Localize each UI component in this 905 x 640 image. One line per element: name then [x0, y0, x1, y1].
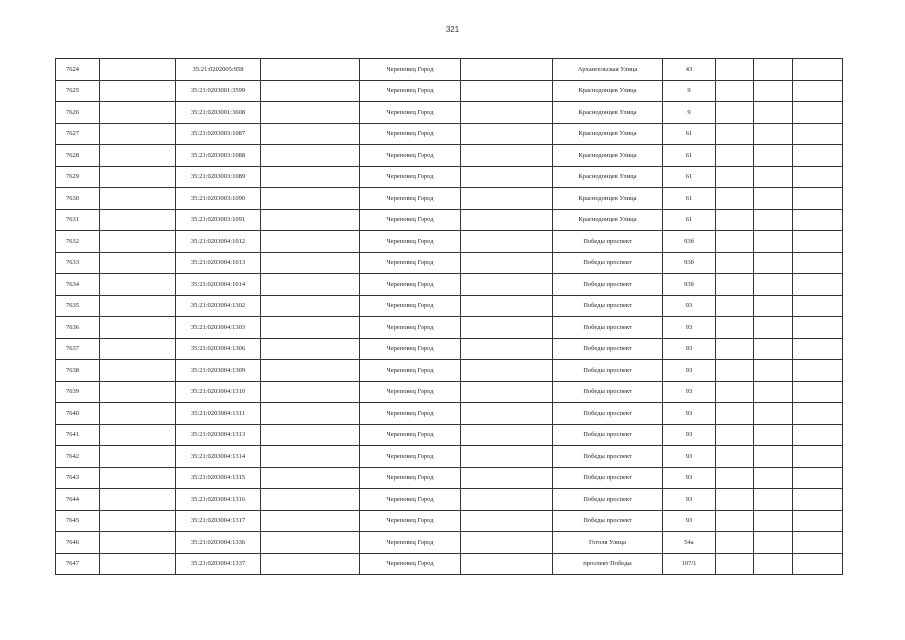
city-cell: Череповец Город [360, 532, 461, 554]
empty-cell [716, 252, 754, 274]
row-number-cell: 7625 [56, 80, 100, 102]
table-row [56, 532, 843, 554]
table-row [56, 188, 843, 210]
street-cell: Победы проспект [553, 317, 663, 339]
empty-cell [100, 145, 176, 167]
empty-cell [716, 209, 754, 231]
house-number-cell: 93 [663, 510, 716, 532]
city-cell: Череповец Город [360, 360, 461, 382]
empty-cell [261, 145, 360, 167]
empty-cell [100, 59, 176, 81]
empty-cell [461, 360, 553, 382]
row-number-cell: 7636 [56, 317, 100, 339]
empty-cell [793, 231, 843, 253]
empty-cell [754, 489, 793, 511]
table-row [56, 166, 843, 188]
house-number-cell: 61 [663, 166, 716, 188]
cadastral-number-cell: 35:21:0203004:1314 [176, 446, 261, 468]
city-cell: Череповец Город [360, 510, 461, 532]
empty-cell [793, 59, 843, 81]
cadastral-number-cell: 35:21:0203004:1315 [176, 467, 261, 489]
empty-cell [461, 59, 553, 81]
empty-cell [716, 188, 754, 210]
street-cell: Победы проспект [553, 510, 663, 532]
empty-cell [793, 209, 843, 231]
house-number-cell: 93 [663, 446, 716, 468]
empty-cell [100, 381, 176, 403]
empty-cell [754, 80, 793, 102]
empty-cell [261, 338, 360, 360]
city-cell: Череповец Город [360, 424, 461, 446]
empty-cell [793, 145, 843, 167]
empty-cell [716, 510, 754, 532]
street-cell: Победы проспект [553, 252, 663, 274]
table-row [56, 80, 843, 102]
empty-cell [754, 553, 793, 575]
empty-cell [461, 166, 553, 188]
empty-cell [793, 467, 843, 489]
empty-cell [100, 446, 176, 468]
city-cell: Череповец Город [360, 317, 461, 339]
row-number-cell: 7646 [56, 532, 100, 554]
table-row [56, 553, 843, 575]
house-number-cell: 93 [663, 295, 716, 317]
empty-cell [754, 424, 793, 446]
page-number: 321 [445, 25, 460, 34]
city-cell: Череповец Город [360, 295, 461, 317]
empty-cell [754, 252, 793, 274]
house-number-cell: 93 [663, 467, 716, 489]
row-number-cell: 7641 [56, 424, 100, 446]
city-cell: Череповец Город [360, 274, 461, 296]
empty-cell [754, 102, 793, 124]
table-row [56, 403, 843, 425]
street-cell: Победы проспект [553, 360, 663, 382]
empty-cell [716, 424, 754, 446]
empty-cell [461, 231, 553, 253]
row-number-cell: 7632 [56, 231, 100, 253]
row-number-cell: 7626 [56, 102, 100, 124]
empty-cell [100, 166, 176, 188]
empty-cell [261, 424, 360, 446]
empty-cell [716, 338, 754, 360]
empty-cell [461, 252, 553, 274]
empty-cell [461, 403, 553, 425]
empty-cell [100, 274, 176, 296]
row-number-cell: 7637 [56, 338, 100, 360]
empty-cell [716, 381, 754, 403]
house-number-cell: 93 [663, 424, 716, 446]
row-number-cell: 7624 [56, 59, 100, 81]
empty-cell [716, 446, 754, 468]
house-number-cell: 93 [663, 489, 716, 511]
empty-cell [793, 553, 843, 575]
empty-cell [261, 231, 360, 253]
table-row [56, 145, 843, 167]
empty-cell [793, 360, 843, 382]
cadastral-number-cell: 35:21:0203004:1311 [176, 403, 261, 425]
empty-cell [100, 489, 176, 511]
table-row [56, 274, 843, 296]
cadastral-number-cell: 35:21:0203003:1089 [176, 166, 261, 188]
empty-cell [261, 381, 360, 403]
city-cell: Череповец Город [360, 338, 461, 360]
empty-cell [793, 424, 843, 446]
empty-cell [716, 467, 754, 489]
row-number-cell: 7633 [56, 252, 100, 274]
house-number-cell: 61 [663, 123, 716, 145]
empty-cell [461, 123, 553, 145]
row-number-cell: 7643 [56, 467, 100, 489]
empty-cell [793, 295, 843, 317]
table-row [56, 123, 843, 145]
empty-cell [754, 209, 793, 231]
empty-cell [100, 532, 176, 554]
empty-cell [716, 102, 754, 124]
empty-cell [754, 145, 793, 167]
empty-cell [793, 123, 843, 145]
row-number-cell: 7645 [56, 510, 100, 532]
table-row [56, 295, 843, 317]
empty-cell [261, 123, 360, 145]
empty-cell [461, 489, 553, 511]
house-number-cell: 93б [663, 274, 716, 296]
house-number-cell: 93 [663, 338, 716, 360]
empty-cell [754, 510, 793, 532]
empty-cell [754, 59, 793, 81]
empty-cell [754, 381, 793, 403]
street-cell: Победы проспект [553, 231, 663, 253]
empty-cell [261, 532, 360, 554]
house-number-cell: 93б [663, 252, 716, 274]
cadastral-number-cell: 35:21:0203004:1302 [176, 295, 261, 317]
street-cell: Победы проспект [553, 467, 663, 489]
cadastral-number-cell: 35:21:0203004:1014 [176, 274, 261, 296]
row-number-cell: 7631 [56, 209, 100, 231]
cadastral-number-cell: 35:21:0203004:1306 [176, 338, 261, 360]
street-cell: Краснодонцев Улица [553, 209, 663, 231]
house-number-cell: 9 [663, 80, 716, 102]
empty-cell [461, 446, 553, 468]
row-number-cell: 7639 [56, 381, 100, 403]
cadastral-number-cell: 35:21:0203004:1317 [176, 510, 261, 532]
city-cell: Череповец Город [360, 123, 461, 145]
empty-cell [100, 123, 176, 145]
cadastral-number-cell: 35:21:0203004:1309 [176, 360, 261, 382]
city-cell: Череповец Город [360, 381, 461, 403]
street-cell: Краснодонцев Улица [553, 188, 663, 210]
empty-cell [261, 467, 360, 489]
empty-cell [754, 274, 793, 296]
empty-cell [461, 510, 553, 532]
empty-cell [461, 274, 553, 296]
empty-cell [754, 360, 793, 382]
empty-cell [793, 166, 843, 188]
house-number-cell: 54а [663, 532, 716, 554]
street-cell: Краснодонцев Улица [553, 80, 663, 102]
street-cell: Гоголя Улица [553, 532, 663, 554]
row-number-cell: 7638 [56, 360, 100, 382]
cadastral-number-cell: 35:21:0203004:1336 [176, 532, 261, 554]
house-number-cell: 93б [663, 231, 716, 253]
city-cell: Череповец Город [360, 446, 461, 468]
house-number-cell: 61 [663, 209, 716, 231]
city-cell: Череповец Город [360, 59, 461, 81]
empty-cell [100, 338, 176, 360]
street-cell: Победы проспект [553, 424, 663, 446]
cadastral-number-cell: 35:21:0203004:1313 [176, 424, 261, 446]
empty-cell [100, 231, 176, 253]
city-cell: Череповец Город [360, 188, 461, 210]
cadastral-number-cell: 35:21:0203003:1087 [176, 123, 261, 145]
empty-cell [793, 274, 843, 296]
street-cell: Архангельская Улица [553, 59, 663, 81]
cadastral-number-cell: 35:21:0203003:1091 [176, 209, 261, 231]
house-number-cell: 93 [663, 381, 716, 403]
empty-cell [261, 166, 360, 188]
empty-cell [716, 553, 754, 575]
empty-cell [261, 102, 360, 124]
row-number-cell: 7629 [56, 166, 100, 188]
table-row [56, 231, 843, 253]
empty-cell [261, 252, 360, 274]
empty-cell [716, 360, 754, 382]
empty-cell [461, 317, 553, 339]
empty-cell [461, 145, 553, 167]
empty-cell [716, 274, 754, 296]
empty-cell [754, 467, 793, 489]
city-cell: Череповец Город [360, 467, 461, 489]
house-number-cell: 93 [663, 360, 716, 382]
row-number-cell: 7634 [56, 274, 100, 296]
empty-cell [754, 166, 793, 188]
house-number-cell: 43 [663, 59, 716, 81]
empty-cell [100, 553, 176, 575]
row-number-cell: 7628 [56, 145, 100, 167]
empty-cell [793, 489, 843, 511]
empty-cell [261, 403, 360, 425]
empty-cell [461, 338, 553, 360]
row-number-cell: 7644 [56, 489, 100, 511]
empty-cell [461, 553, 553, 575]
empty-cell [261, 553, 360, 575]
street-cell: Победы проспект [553, 295, 663, 317]
empty-cell [100, 102, 176, 124]
empty-cell [754, 446, 793, 468]
registry-table [55, 58, 843, 575]
empty-cell [716, 123, 754, 145]
empty-cell [461, 381, 553, 403]
empty-cell [261, 317, 360, 339]
empty-cell [461, 424, 553, 446]
street-cell: Победы проспект [553, 338, 663, 360]
empty-cell [461, 532, 553, 554]
registry-body [56, 59, 843, 575]
house-number-cell: 93 [663, 317, 716, 339]
empty-cell [716, 532, 754, 554]
table-row [56, 446, 843, 468]
cadastral-number-cell: 35:21:0203004:1012 [176, 231, 261, 253]
cadastral-number-cell: 35:21:0203004:1013 [176, 252, 261, 274]
empty-cell [754, 532, 793, 554]
table-row [56, 489, 843, 511]
city-cell: Череповец Город [360, 489, 461, 511]
empty-cell [716, 403, 754, 425]
empty-cell [100, 188, 176, 210]
empty-cell [261, 274, 360, 296]
empty-cell [100, 360, 176, 382]
cadastral-number-cell: 35:21:0203003:1090 [176, 188, 261, 210]
empty-cell [793, 80, 843, 102]
street-cell: Победы проспект [553, 381, 663, 403]
empty-cell [754, 317, 793, 339]
empty-cell [261, 489, 360, 511]
cadastral-number-cell: 35:21:0203001:3608 [176, 102, 261, 124]
empty-cell [793, 510, 843, 532]
cadastral-number-cell: 35:21:0203004:1310 [176, 381, 261, 403]
table-row [56, 424, 843, 446]
table-row [56, 102, 843, 124]
cadastral-number-cell: 35:21:0203001:3599 [176, 80, 261, 102]
city-cell: Череповец Город [360, 231, 461, 253]
cadastral-number-cell: 35:21:0203003:1088 [176, 145, 261, 167]
row-number-cell: 7627 [56, 123, 100, 145]
empty-cell [261, 510, 360, 532]
row-number-cell: 7642 [56, 446, 100, 468]
empty-cell [754, 231, 793, 253]
house-number-cell: 9 [663, 102, 716, 124]
empty-cell [261, 188, 360, 210]
street-cell: Краснодонцев Улица [553, 166, 663, 188]
street-cell: проспект Победы [553, 553, 663, 575]
empty-cell [793, 403, 843, 425]
empty-cell [100, 510, 176, 532]
table-row [56, 338, 843, 360]
empty-cell [461, 467, 553, 489]
street-cell: Краснодонцев Улица [553, 123, 663, 145]
table-row [56, 252, 843, 274]
cadastral-number-cell: 35:21:0203004:1303 [176, 317, 261, 339]
empty-cell [793, 381, 843, 403]
empty-cell [793, 317, 843, 339]
table-row [56, 209, 843, 231]
street-cell: Победы проспект [553, 489, 663, 511]
street-cell: Победы проспект [553, 403, 663, 425]
empty-cell [793, 188, 843, 210]
table-row [56, 360, 843, 382]
empty-cell [261, 59, 360, 81]
house-number-cell: 107/1 [663, 553, 716, 575]
cadastral-number-cell: 35:21:0202005:958 [176, 59, 261, 81]
empty-cell [716, 489, 754, 511]
empty-cell [461, 188, 553, 210]
city-cell: Череповец Город [360, 252, 461, 274]
empty-cell [793, 338, 843, 360]
empty-cell [716, 145, 754, 167]
house-number-cell: 61 [663, 188, 716, 210]
house-number-cell: 61 [663, 145, 716, 167]
empty-cell [261, 360, 360, 382]
empty-cell [716, 231, 754, 253]
table-row [56, 59, 843, 81]
empty-cell [716, 166, 754, 188]
empty-cell [716, 295, 754, 317]
city-cell: Череповец Город [360, 209, 461, 231]
city-cell: Череповец Город [360, 403, 461, 425]
city-cell: Череповец Город [360, 102, 461, 124]
empty-cell [754, 295, 793, 317]
empty-cell [716, 80, 754, 102]
row-number-cell: 7647 [56, 553, 100, 575]
empty-cell [793, 252, 843, 274]
row-number-cell: 7630 [56, 188, 100, 210]
street-cell: Победы проспект [553, 446, 663, 468]
empty-cell [716, 317, 754, 339]
street-cell: Краснодонцев Улица [553, 102, 663, 124]
empty-cell [461, 295, 553, 317]
empty-cell [261, 209, 360, 231]
table-row [56, 317, 843, 339]
empty-cell [100, 467, 176, 489]
empty-cell [261, 446, 360, 468]
cadastral-number-cell: 35:21:0203004:1316 [176, 489, 261, 511]
empty-cell [716, 59, 754, 81]
empty-cell [100, 317, 176, 339]
empty-cell [793, 446, 843, 468]
empty-cell [461, 80, 553, 102]
street-cell: Краснодонцев Улица [553, 145, 663, 167]
empty-cell [261, 295, 360, 317]
city-cell: Череповец Город [360, 145, 461, 167]
empty-cell [461, 209, 553, 231]
empty-cell [461, 102, 553, 124]
empty-cell [754, 403, 793, 425]
empty-cell [100, 209, 176, 231]
empty-cell [100, 403, 176, 425]
empty-cell [100, 424, 176, 446]
street-cell: Победы проспект [553, 274, 663, 296]
empty-cell [793, 102, 843, 124]
table-row [56, 510, 843, 532]
empty-cell [754, 123, 793, 145]
house-number-cell: 93 [663, 403, 716, 425]
row-number-cell: 7635 [56, 295, 100, 317]
empty-cell [793, 532, 843, 554]
city-cell: Череповец Город [360, 166, 461, 188]
city-cell: Череповец Город [360, 553, 461, 575]
empty-cell [100, 295, 176, 317]
empty-cell [754, 188, 793, 210]
row-number-cell: 7640 [56, 403, 100, 425]
empty-cell [100, 252, 176, 274]
empty-cell [754, 338, 793, 360]
empty-cell [261, 80, 360, 102]
empty-cell [100, 80, 176, 102]
cadastral-number-cell: 35:21:0203004:1337 [176, 553, 261, 575]
table-row [56, 381, 843, 403]
table-row [56, 467, 843, 489]
city-cell: Череповец Город [360, 80, 461, 102]
